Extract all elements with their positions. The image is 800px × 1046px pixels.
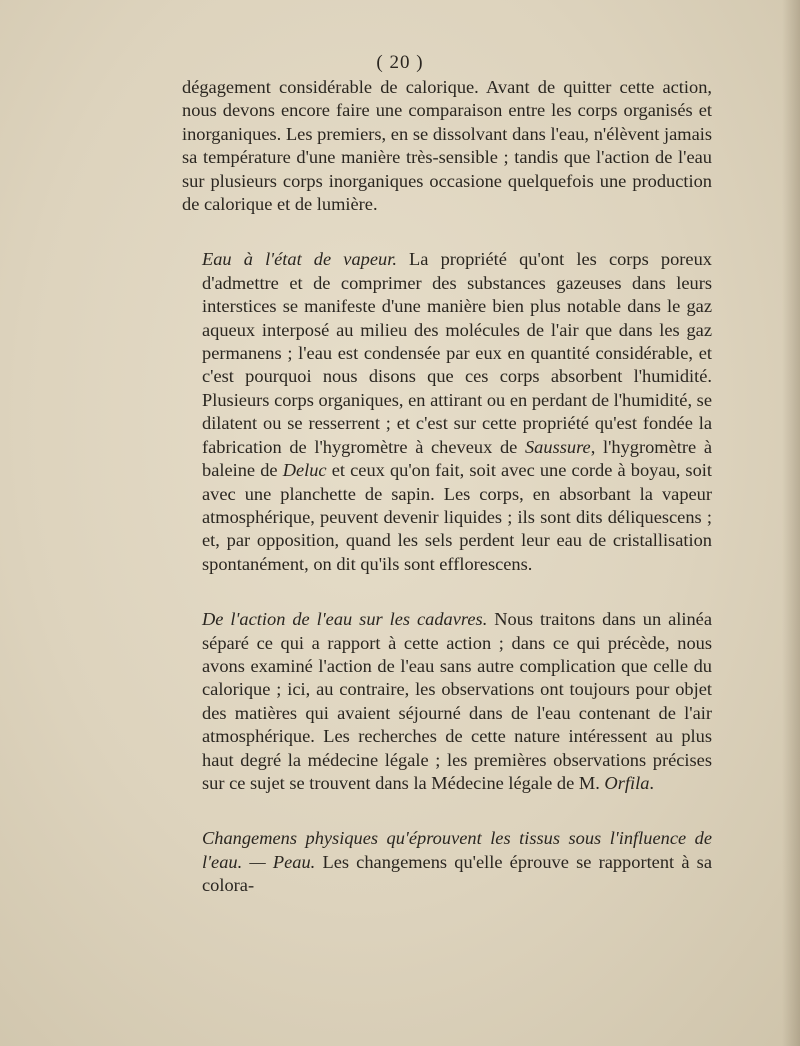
paragraph-text: .	[649, 772, 654, 793]
paragraph-vapeur	[182, 248, 712, 576]
body-text	[182, 76, 712, 930]
paragraph-cadavres	[182, 608, 712, 795]
paragraph-text: , l'hygromètre à baleine de	[202, 436, 712, 481]
paragraph-text: dégagement considérable de calorique. Avant de quitter cette action, nous devons encore faire une comparaison entre les corps organisés et inorganiques. Les premiers, en se dissolvant dans l'eau, n'élèvent jamais sa température d'une manière très-sensible ; tandis que l'action de l'eau sur plusieurs corps inorganiques occasione quelquefois une production de calorique et de lumière.	[182, 77, 712, 215]
section-heading-changemens: Changemens physiques qu'éprouvent les tissus sous l'influence de l'eau. — Peau.	[202, 828, 712, 872]
author-name-orfila: Orfila	[604, 772, 650, 793]
author-name-deluc: Deluc	[282, 460, 327, 481]
paragraph-changemens	[182, 827, 712, 897]
paragraph-text: Les changemens qu'elle éprouve se rapportent à sa colora-	[202, 851, 712, 896]
paragraph-text: Nous traitons dans un alinéa séparé ce qui a rapport à cette action ; dans ce qui précède, nous avons examiné l'action de l'eau sans autre complication que celle du calorique ; ici, au contraire, les observations ont toujours pour objet des matières qui avaient séjourné dans de l'eau contenant de l'air atmosphérique. Les recherches de cette nature intéressent au plus haut degré la médecine légale ; les premières observations précises sur ce sujet se trouvent dans la Médecine légale de M.	[202, 609, 712, 793]
section-heading-cadavres: De l'action de l'eau sur les cadavres.	[202, 609, 488, 630]
paragraph-text: La propriété qu'ont les corps poreux d'admettre et de comprimer des substances gazeuses dans leurs interstices se manifeste d'une manière bien plus notable dans le gaz aqueux interposé au milieu des molécules de l'air que dans les gaz permanens ; l'eau est condensée par eux en quantité considérable, et c'est pourquoi nous disons que ces corps absorbent l'humidité. Plusieurs corps organiques, en attirant ou en perdant de l'humidité, se dilatent ou se resserrent ; et c'est sur cette propriété qu'est fondée la fabrication de l'hygromètre à cheveux de	[202, 249, 712, 457]
paragraph-text: et ceux qu'on fait, soit avec une corde à boyau, soit avec une planchette de sapin. Les corps, en absorbant la vapeur atmosphérique, peuvent devenir liquides ; ils sont dits déliquescens ; et, par opposition, quand les sels perdent leur eau de cristallisation spontanément, on dit qu'ils sont efflorescens.	[202, 460, 712, 574]
paragraph-calorique	[182, 76, 712, 216]
page-edge-shadow	[782, 0, 800, 1046]
section-heading-vapeur: Eau à l'état de vapeur.	[202, 249, 397, 270]
page-number: ( 20 )	[376, 52, 424, 73]
author-name-saussure: Saussure	[524, 436, 591, 457]
